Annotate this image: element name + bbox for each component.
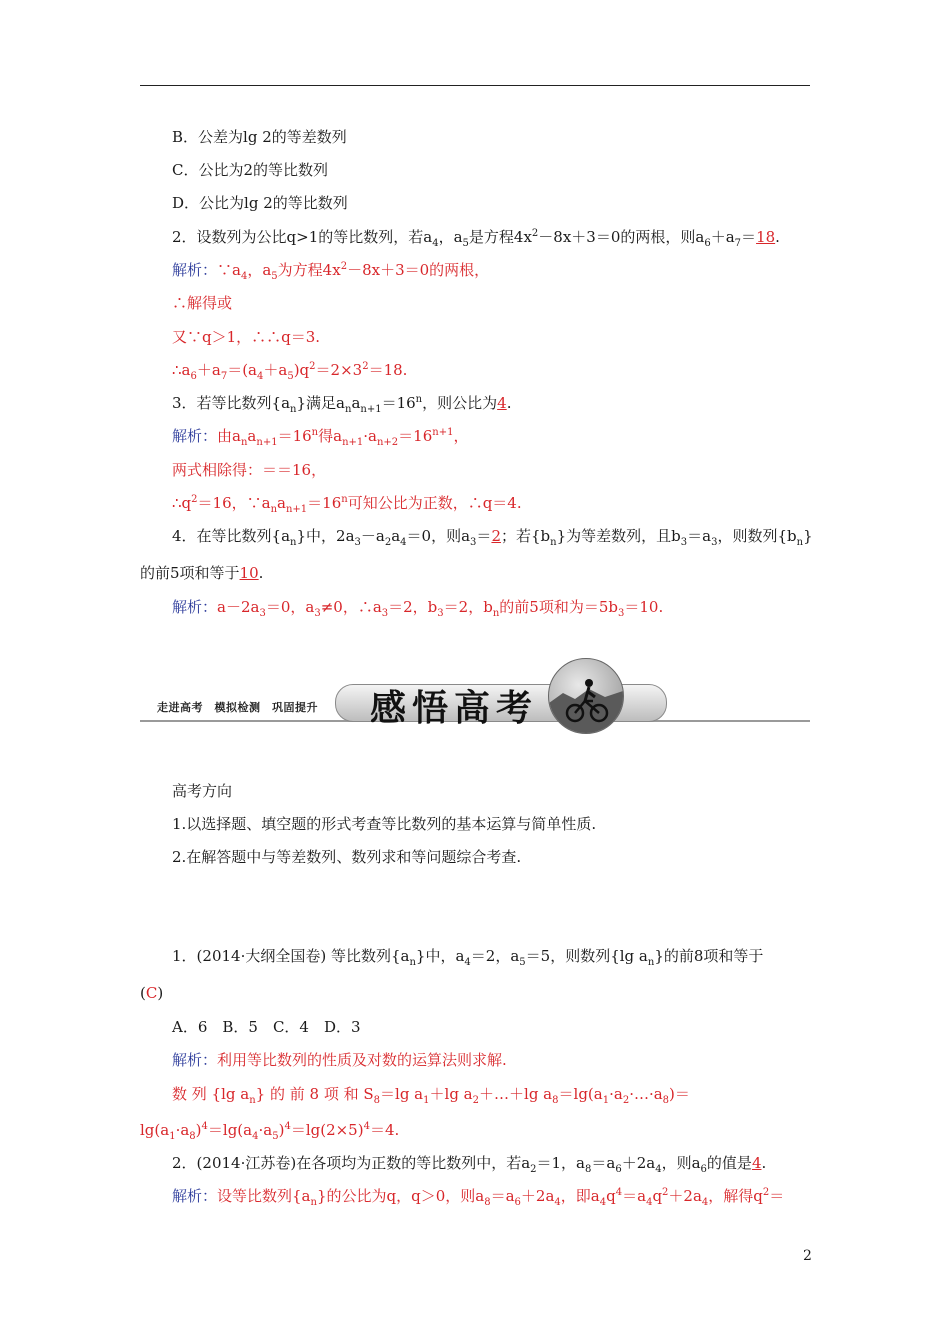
answer-p1: C — [145, 984, 158, 1002]
cyclist-icon — [548, 658, 624, 734]
answer-q4a: 2 — [491, 527, 501, 545]
solution-3-line3: $\therefore q^2=16$，$\because a_na_{n+1}=16^n$可知公比为正数，∴q＝4. — [172, 494, 522, 515]
answer-p2: 4 — [751, 1154, 762, 1172]
header-rule — [140, 85, 810, 86]
solution-3-line2: 两式相除得：＝＝16， — [172, 461, 327, 479]
question-2: 2．设数列为公比q>1的等比数列，若$a_4$，$a_5$是方程$4x^2-8x+3=0$的两根，则$a_6+a_7=18$. — [172, 228, 780, 249]
banner-title: 感悟高考 — [370, 687, 539, 729]
problem-1-solution-3: $\lg(a_1\cdot a_8)^4=\lg(a_4\cdot a_5)^4=\lg(2\times 5)^4=4$. — [140, 1121, 400, 1142]
solution-2-line4: $\therefore a_6+a_7=(a_4+a_5)q^2=2\times 3^2=18$. — [172, 361, 408, 382]
answer-q2: 18 — [756, 228, 776, 246]
exam-direction-1: 1.以选择题、填空题的形式考查等比数列的基本运算与简单性质. — [172, 815, 597, 833]
banner-subtitle: 走进高考 模拟检测 巩固提升 — [157, 701, 318, 714]
option-b: B．公差为lg 2的等差数列 — [172, 128, 347, 146]
page-number: 2 — [803, 1248, 812, 1264]
question-4-cont: 的前5项和等于10. — [140, 564, 264, 582]
option-c: C．公比为2的等比数列 — [172, 161, 329, 179]
option-d: D．公比为lg 2的等比数列 — [172, 194, 348, 212]
solution-2-line1: 解析：$\because a_4$，$a_5$为方程$4x^2-8x+3=0$的两根， — [172, 261, 490, 282]
exam-direction-2: 2.在解答题中与等差数列、数列求和等问题综合考查. — [172, 848, 522, 866]
problem-1-solution-1: 解析：利用等比数列的性质及对数的运算法则求解. — [172, 1051, 507, 1069]
solution-2-line3: 又∵q＞1，∴∴q＝3. — [172, 328, 321, 346]
section-banner — [140, 658, 812, 729]
question-3: 3．若等比数列$\{a_n\}$满足$a_na_{n+1}=16^n$，则公比为4. — [172, 394, 512, 415]
problem-2-solution: 解析：设等比数列$\{a_n\}$的公比为q，q＞0，则$a_8=a_6+2a_4$，即$a_4q^4=a_4q^2+2a_4$，解得$q^2=$ — [172, 1187, 785, 1208]
question-4: 4．在等比数列$\{a_n\}$中，$2a_3-a_2a_4=0$，则$a_3=2$；若$\{b_n\}$为等差数列，且$b_3=a_3$，则数列$\{b_n\}$ — [172, 527, 813, 548]
solution-4: 解析：$a-2a_3=0$，$a_3\ne 0$，$\therefore a_3=2$，$b_3=2$，$b_n$的前5项和为$=5b_3=10$. — [172, 598, 664, 619]
problem-1: 1．(2014·大纲全国卷) 等比数列$\{a_n\}$中，$a_4=2$，$a_5=5$，则数列{lg $a_n$}的前8项和等于 — [172, 947, 764, 968]
problem-2: 2．(2014·江苏卷)在各项均为正数的等比数列中，若$a_2=1$，$a_8=a_6+2a_4$，则$a_6$的值是4. — [172, 1154, 767, 1175]
problem-1-answer: (C) — [140, 984, 164, 1002]
problem-1-options: A．6 B．5 C．4 D．3 — [172, 1018, 361, 1036]
exam-direction-title: 高考方向 — [172, 782, 233, 800]
problem-1-solution-2: 数 列 {lg $a_n$} 的 前 8 项 和 $S_8=\lg$ $a_1+\lg$ $a_2+\dots+\lg$ $a_8=\lg(a_1\cdot a_2\cdot\dots\cdot a_8)=$ — [172, 1085, 690, 1106]
answer-q3: 4 — [497, 394, 507, 412]
solution-3-line1: 解析：由$a_na_{n+1}=16^n$得$a_{n+1}\cdot a_{n+2}=16^{n+1}$， — [172, 427, 469, 448]
answer-q4b: 10 — [239, 564, 259, 582]
solution-2-line2: ∴解得或 — [172, 294, 233, 312]
